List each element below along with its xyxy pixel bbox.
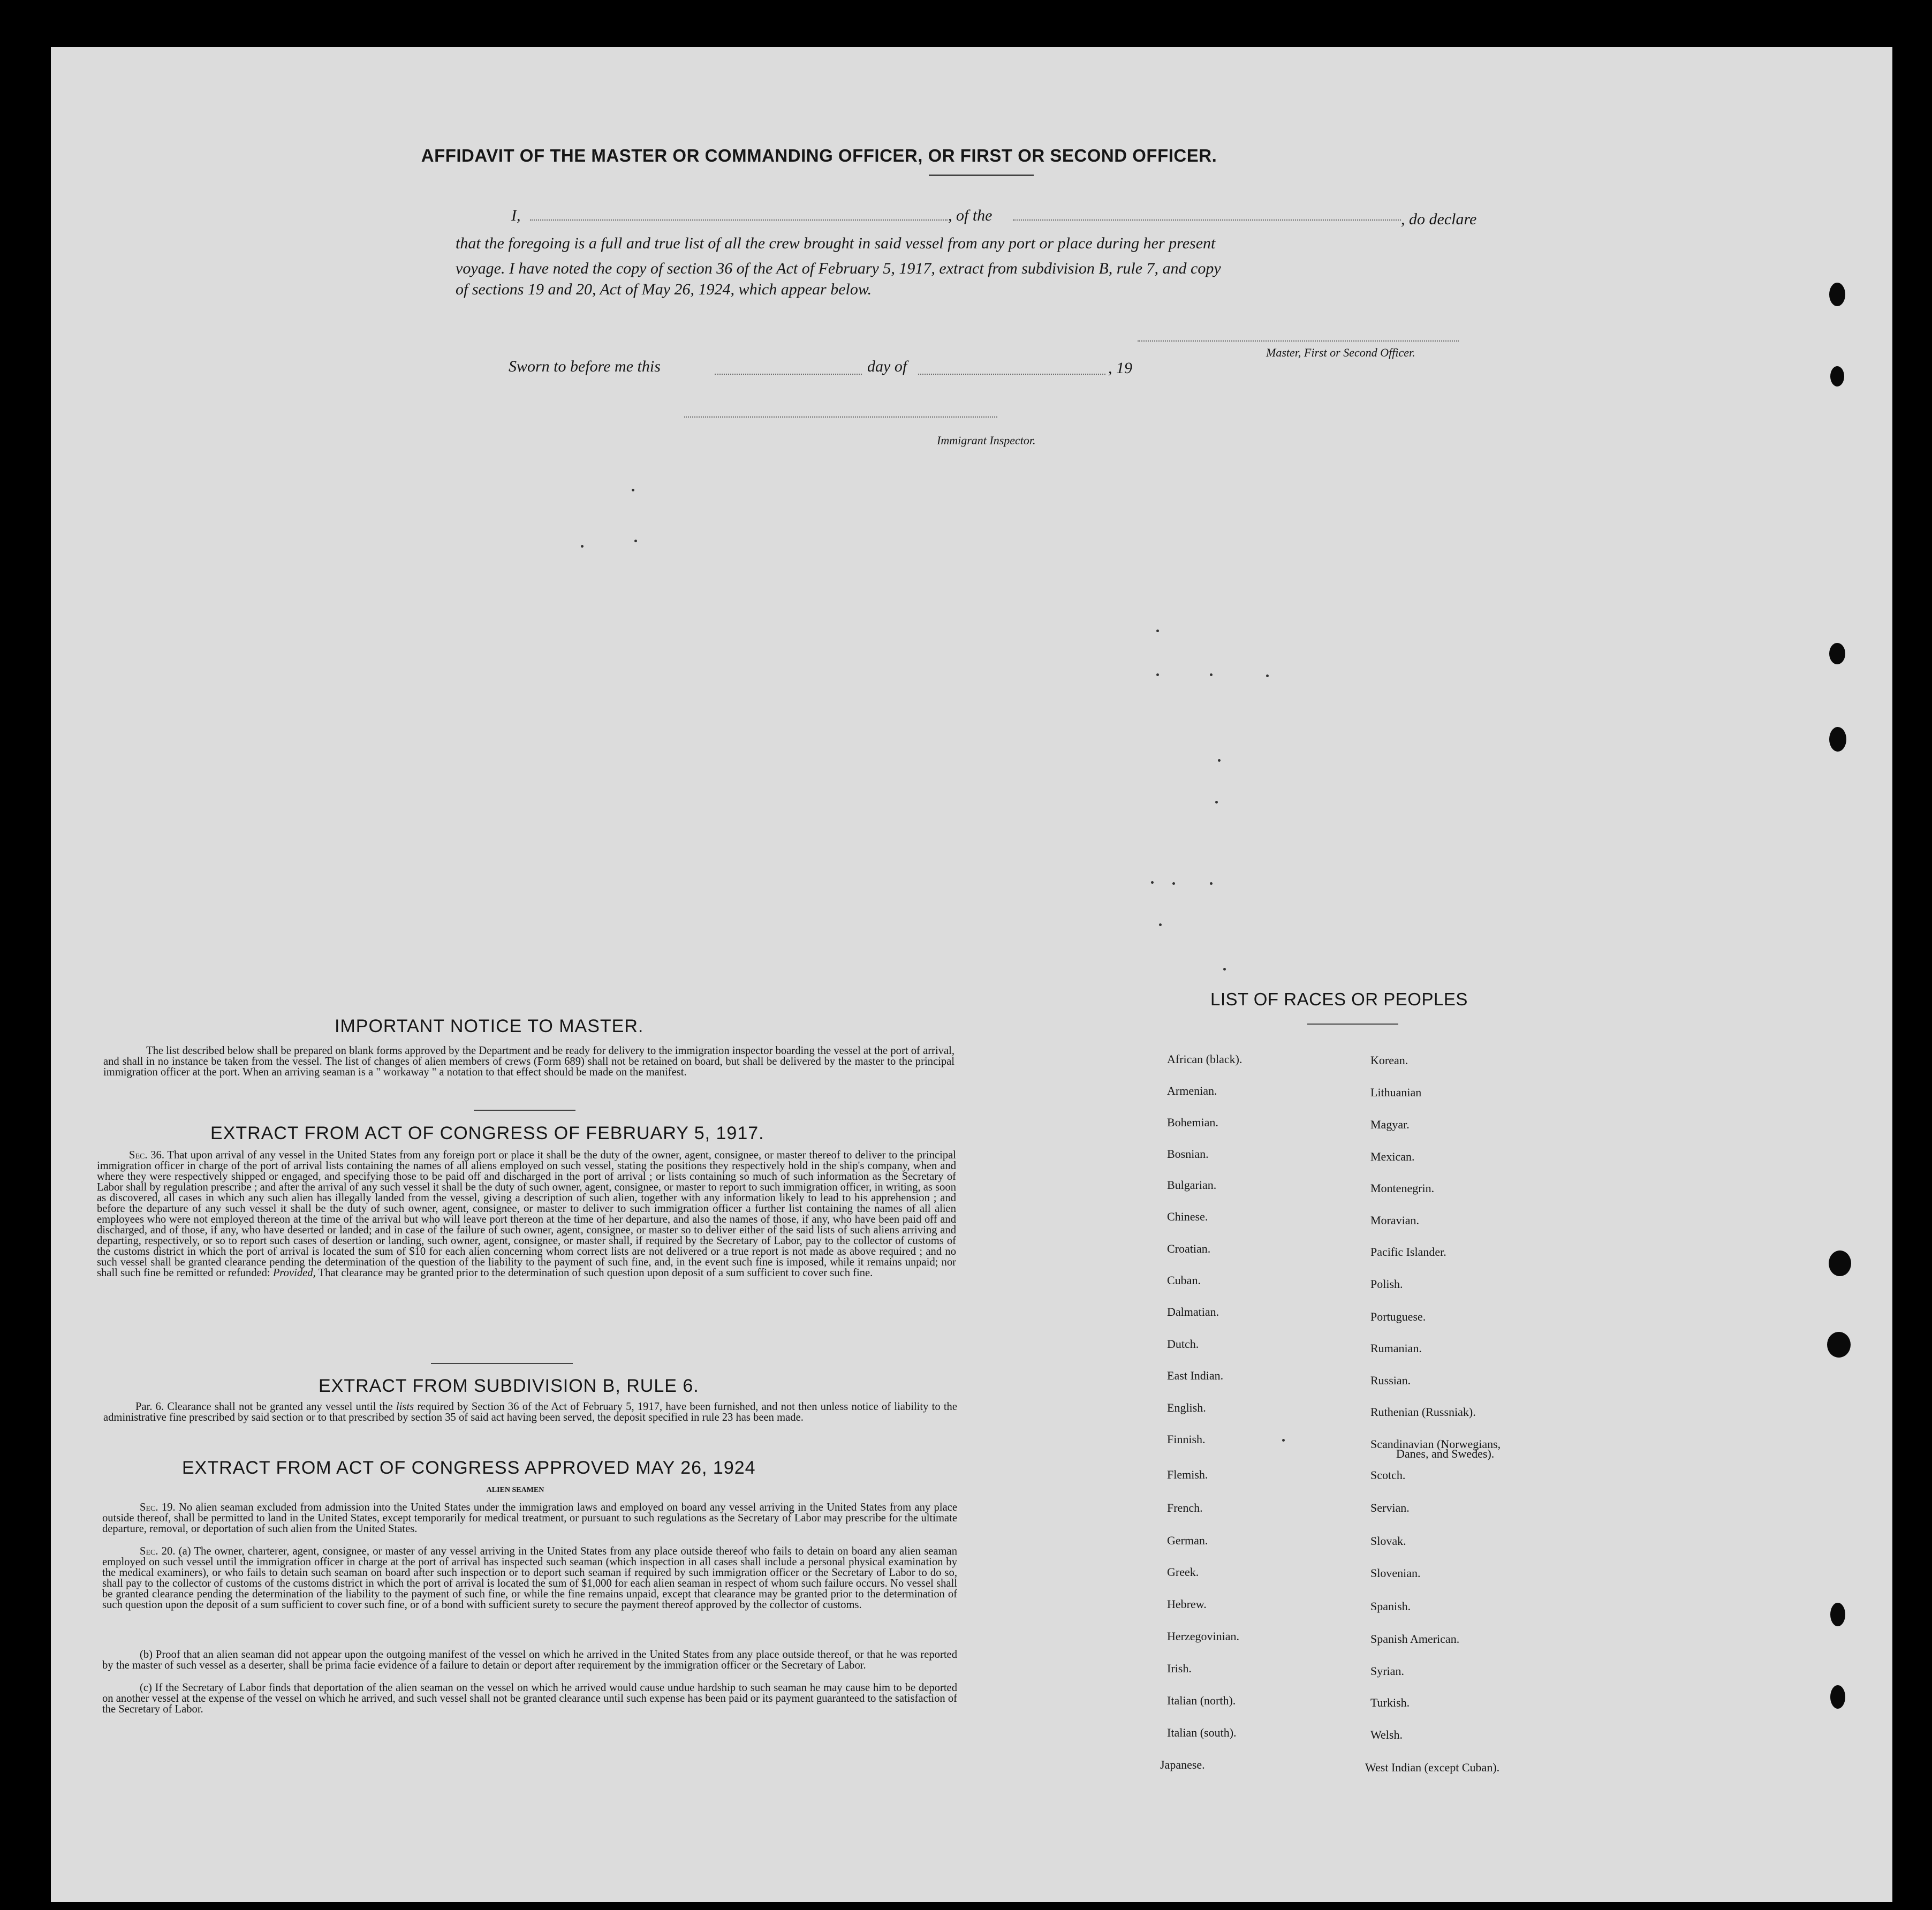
race-item: Welsh. bbox=[1370, 1728, 1403, 1741]
race-item: Rumanian. bbox=[1370, 1341, 1422, 1355]
affidavit-do-declare: , do declare bbox=[1401, 210, 1477, 228]
affidavit-i: I, bbox=[511, 207, 521, 224]
binder-hole bbox=[1830, 1603, 1845, 1626]
binder-hole bbox=[1829, 1250, 1851, 1276]
binder-hole bbox=[1829, 727, 1846, 752]
speck bbox=[1172, 882, 1175, 885]
race-item: Japanese. bbox=[1160, 1758, 1205, 1771]
sworn-month-field[interactable] bbox=[918, 374, 1105, 375]
race-item: Dutch. bbox=[1167, 1337, 1199, 1351]
extract-1917-heading: EXTRACT FROM ACT OF CONGRESS OF FEBRUARY 5, 1917. bbox=[210, 1123, 764, 1143]
inspector-signature-field[interactable] bbox=[684, 416, 997, 418]
race-item: Italian (south). bbox=[1167, 1726, 1237, 1739]
race-item: English. bbox=[1167, 1401, 1206, 1414]
affidavit-body-line3: of sections 19 and 20, Act of May 26, 1924, which appear below. bbox=[456, 281, 872, 298]
affidavit-body-line2: voyage. I have noted the copy of section 36 of the Act of February 5, 1917, extract from subdivision B, rule 7, and copy bbox=[456, 260, 1221, 277]
binder-hole bbox=[1830, 1685, 1845, 1709]
sec36-label: Sec. 36. bbox=[129, 1149, 164, 1161]
race-item: Portuguese. bbox=[1370, 1310, 1426, 1323]
sworn-day-field[interactable] bbox=[715, 374, 862, 375]
inspector-label: Immigrant Inspector. bbox=[937, 434, 1036, 447]
speck bbox=[1266, 674, 1269, 677]
speck bbox=[1218, 759, 1221, 762]
sec19-label: Sec. 19. bbox=[140, 1502, 176, 1513]
rule6-heading: EXTRACT FROM SUBDIVISION B, RULE 6. bbox=[319, 1376, 699, 1396]
race-item: Bosnian. bbox=[1167, 1147, 1209, 1161]
sec36-text-end: That clearance may be granted prior to the determination of such question upon deposit of a sum sufficient to cover such fine. bbox=[318, 1267, 873, 1279]
alien-seamen-subheading: ALIEN SEAMEN bbox=[486, 1486, 544, 1494]
race-item: Scandinavian (Norwegians, bbox=[1370, 1437, 1501, 1451]
race-item: Slovak. bbox=[1370, 1534, 1406, 1548]
race-item: Scotch. bbox=[1370, 1468, 1406, 1482]
race-item: Dalmatian. bbox=[1167, 1305, 1219, 1318]
race-item: Turkish. bbox=[1370, 1696, 1410, 1709]
binder-hole bbox=[1827, 1332, 1851, 1358]
sec20a-text bbox=[102, 1546, 957, 1610]
sec20a-body: (a) The owner, charterer, agent, consignee, or master of any vessel arriving in the United States from any place outside thereof who fails to detain on board any alien seaman employed on such vessel until the immigration officer in charge at the port of arrival has inspected such seaman (which inspection in all cases shall include a personal physical examination by the medical examiners), or who fails to detain such seaman on board after such inspection or to deport such seaman if required by such immigration officer or the Secretary of Labor to do so, shall pay to the collector of customs of the customs district in which the port of arrival is located the sum of $1,000 for each alien seaman in respect of whom such failure occurs. No vessel shall be granted clearance pending the determination of the liability to the payment of such fine, or while the fine remains unpaid, except that clearance may be granted prior to the determination of such question upon the deposit of a sum sufficient to cover such fine, or of a bond with sufficient surety to secure the payment thereof approved by the collector of customs. bbox=[102, 1545, 957, 1611]
extract-1924-heading: EXTRACT FROM ACT OF CONGRESS APPROVED MAY 26, 1924 bbox=[182, 1458, 756, 1478]
affidavit-body-line1: that the foregoing is a full and true list of all the crew brought in said vessel from any port or place during her present bbox=[456, 234, 1216, 252]
sec19-text bbox=[102, 1502, 957, 1534]
affidavit-heading: AFFIDAVIT OF THE MASTER OR COMMANDING OFFICER, OR FIRST OR SECOND OFFICER. bbox=[421, 146, 1217, 165]
race-item: East Indian. bbox=[1167, 1369, 1224, 1382]
master-signature-field[interactable] bbox=[1138, 340, 1459, 342]
extract-1917-divider bbox=[431, 1363, 573, 1364]
binder-hole bbox=[1829, 283, 1845, 306]
race-item: Hebrew. bbox=[1167, 1597, 1207, 1611]
races-heading: LIST OF RACES OR PEOPLES bbox=[1210, 989, 1468, 1009]
race-item: Spanish. bbox=[1370, 1600, 1411, 1613]
race-item: Lithuanian bbox=[1370, 1086, 1422, 1099]
sec36-text: That upon arrival of any vessel in the United States from any foreign port or place it shall be the duty of the owner, agent, consignee, or master thereof to deliver to the principal immigration officer in charge of the port of arrival lists containing the names of all aliens employed on such vessel, stating the positions they respectively hold in the ship's company, when and where they were respectively shipped or engaged, and specifying those to be paid off and discharged in the port of arrival ; or lists containing so much of such information as the Secretary of Labor shall by regulation prescribe ; and after the arrival of any such vessel it shall be the duty of such owner, agent, consignee, or master to report to such immigration officer, in writing, as soon as discovered, all cases in which any such alien has illegally landed from the vessel, giving a description of such alien, together with any information likely to lead to his apprehension ; and before the departure of any such vessel it shall be the duty of such owner, agent, consignee, or master to deliver to such immigration officer a further list containing the names of all alien employees who were not employed thereon at the time of the arrival but who will leave port thereon at the time of her departure, and also the names of those, if any, who have been paid off and discharged, and of those, if any, who have deserted or landed; and in case of the failure of such owner, agent, consignee, or master so to deliver either of the said lists of such aliens arriving and departing, respectively, or so to report such cases of desertion or landing, such owner, agent, consignee, or master shall, if required by the Secretary of Labor, pay to the collector of customs of the customs district in which the port of arrival is located the sum of $10 for each alien concerning whom correct lists are not delivered or a true report is not made as above required ; and no such vessel shall be granted clearance pending the determination of the question of the liability to the payment of such fine, and, in the event such fine is imposed, while it remains unpaid; nor shall such fine be remitted or refunded: bbox=[97, 1149, 956, 1279]
race-item: Chinese. bbox=[1167, 1210, 1208, 1223]
affidavit-of-the: , of the bbox=[948, 207, 992, 224]
rule6-text bbox=[103, 1401, 957, 1423]
speck bbox=[1210, 673, 1213, 676]
notice-heading: IMPORTANT NOTICE TO MASTER. bbox=[335, 1016, 644, 1036]
sworn-text: Sworn to before me this bbox=[509, 358, 661, 375]
race-item: Pacific Islander. bbox=[1370, 1245, 1446, 1259]
race-item: Cuban. bbox=[1167, 1274, 1201, 1287]
race-item: Greek. bbox=[1167, 1565, 1199, 1579]
race-item: Italian (north). bbox=[1167, 1694, 1236, 1707]
speck bbox=[1156, 630, 1159, 632]
race-item: Ruthenian (Russniak). bbox=[1370, 1405, 1476, 1419]
race-item: Bulgarian. bbox=[1167, 1178, 1217, 1192]
day-of-text: day of bbox=[867, 358, 907, 375]
race-item: West Indian (except Cuban). bbox=[1365, 1761, 1500, 1774]
race-item: German. bbox=[1167, 1534, 1208, 1547]
race-item: Magyar. bbox=[1370, 1118, 1410, 1131]
provided-text: Provided, bbox=[272, 1267, 316, 1279]
notice-text: The list described below shall be prepared on blank forms approved by the Department and be ready for delivery to the immigration inspector boarding the vessel at the port of arrival, and shall in no instance be taken from the vessel. The list of changes of alien members of crews (Form 689) shall not be retained on board, but shall be delivered by the master to the principal immigration officer at the port. When an arriving seaman is a " workaway " a notation to that effect should be made on the manifest. bbox=[103, 1045, 954, 1078]
race-item: Armenian. bbox=[1167, 1084, 1217, 1097]
race-item: Montenegrin. bbox=[1370, 1181, 1435, 1195]
name-field[interactable] bbox=[530, 219, 948, 221]
rule6-lists: lists bbox=[396, 1401, 414, 1413]
sec20b-text: (b) Proof that an alien seaman did not appear upon the outgoing manifest of the vessel on which he arrived in the United States from any place outside thereof, or that he was reported by the master of such vessel as a deserter, shall be prima facie evidence of a failure to detain or deport after requirement by the immigration officer or the Secretary of Labor. bbox=[102, 1649, 957, 1671]
sec19-body: No alien seaman excluded from admission into the United States under the immigration laws and employed on board any vessel arriving in the United States from any place outside thereof, shall be permitted to land in the United States, except temporarily for medical treatment, or pursuant to such regulations as the Secretary of Labor may prescribe for the ultimate departure, removal, or deportation of such alien from the United States. bbox=[102, 1502, 957, 1535]
speck bbox=[632, 489, 634, 491]
year-text: , 19 bbox=[1108, 359, 1132, 377]
speck bbox=[1215, 801, 1218, 804]
race-item: Herzegovinian. bbox=[1167, 1629, 1239, 1643]
sec20-label: Sec. 20. bbox=[140, 1545, 176, 1557]
race-item: Syrian. bbox=[1370, 1664, 1404, 1678]
extract-1917-text bbox=[97, 1150, 956, 1278]
speck bbox=[1156, 673, 1159, 676]
vessel-field[interactable] bbox=[1013, 219, 1401, 221]
sec20c-text: (c) If the Secretary of Labor finds that deportation of the alien seaman on the vessel on which he arrived would cause undue hardship to such seaman he may cause him to be deported on another vessel at the expense of the vessel on which he arrived, and such vessel shall not be granted clearance until such expense has been paid or its payment guaranteed to the satisfaction of the Secretary of Labor. bbox=[102, 1682, 957, 1715]
race-item: French. bbox=[1167, 1501, 1203, 1514]
notice-divider bbox=[474, 1110, 575, 1111]
speck bbox=[1210, 882, 1213, 885]
speck bbox=[1151, 881, 1154, 884]
rule6-text-b: required by Section 36 of the Act of February 5, 1917, have been furnished, and not then unless notice of liability to the administrative fine prescribed by said section or to that prescribed by section 35 of said act having been served, the deposit specified in rule 23 has been made. bbox=[103, 1401, 957, 1423]
race-item: Finnish. bbox=[1167, 1432, 1206, 1446]
master-label: Master, First or Second Officer. bbox=[1266, 346, 1415, 359]
race-item: Bohemian. bbox=[1167, 1116, 1218, 1129]
speck bbox=[581, 545, 584, 548]
speck bbox=[1223, 968, 1226, 971]
speck bbox=[634, 540, 637, 542]
speck bbox=[1282, 1439, 1285, 1442]
race-item: Flemish. bbox=[1167, 1468, 1208, 1481]
affidavit-heading-rule bbox=[929, 175, 1034, 176]
races-heading-rule bbox=[1307, 1024, 1398, 1025]
race-item: Spanish American. bbox=[1370, 1632, 1460, 1646]
race-item: Croatian. bbox=[1167, 1242, 1211, 1255]
speck bbox=[1159, 923, 1162, 926]
race-scandinavian-cont: Danes, and Swedes). bbox=[1396, 1447, 1495, 1460]
rule6-text-a: Par. 6. Clearance shall not be granted any vessel until the bbox=[135, 1401, 393, 1413]
race-item: Moravian. bbox=[1370, 1214, 1420, 1227]
race-item: Russian. bbox=[1370, 1374, 1411, 1387]
race-item: Servian. bbox=[1370, 1501, 1410, 1514]
race-item: Polish. bbox=[1370, 1277, 1403, 1291]
race-item: Irish. bbox=[1167, 1662, 1192, 1675]
form-sheet bbox=[51, 47, 1892, 1902]
race-item: African (black). bbox=[1167, 1052, 1242, 1066]
race-item: Mexican. bbox=[1370, 1150, 1415, 1163]
race-item: Korean. bbox=[1370, 1053, 1408, 1067]
binder-hole bbox=[1829, 643, 1845, 664]
race-item: Slovenian. bbox=[1370, 1566, 1421, 1580]
binder-hole bbox=[1830, 366, 1844, 386]
